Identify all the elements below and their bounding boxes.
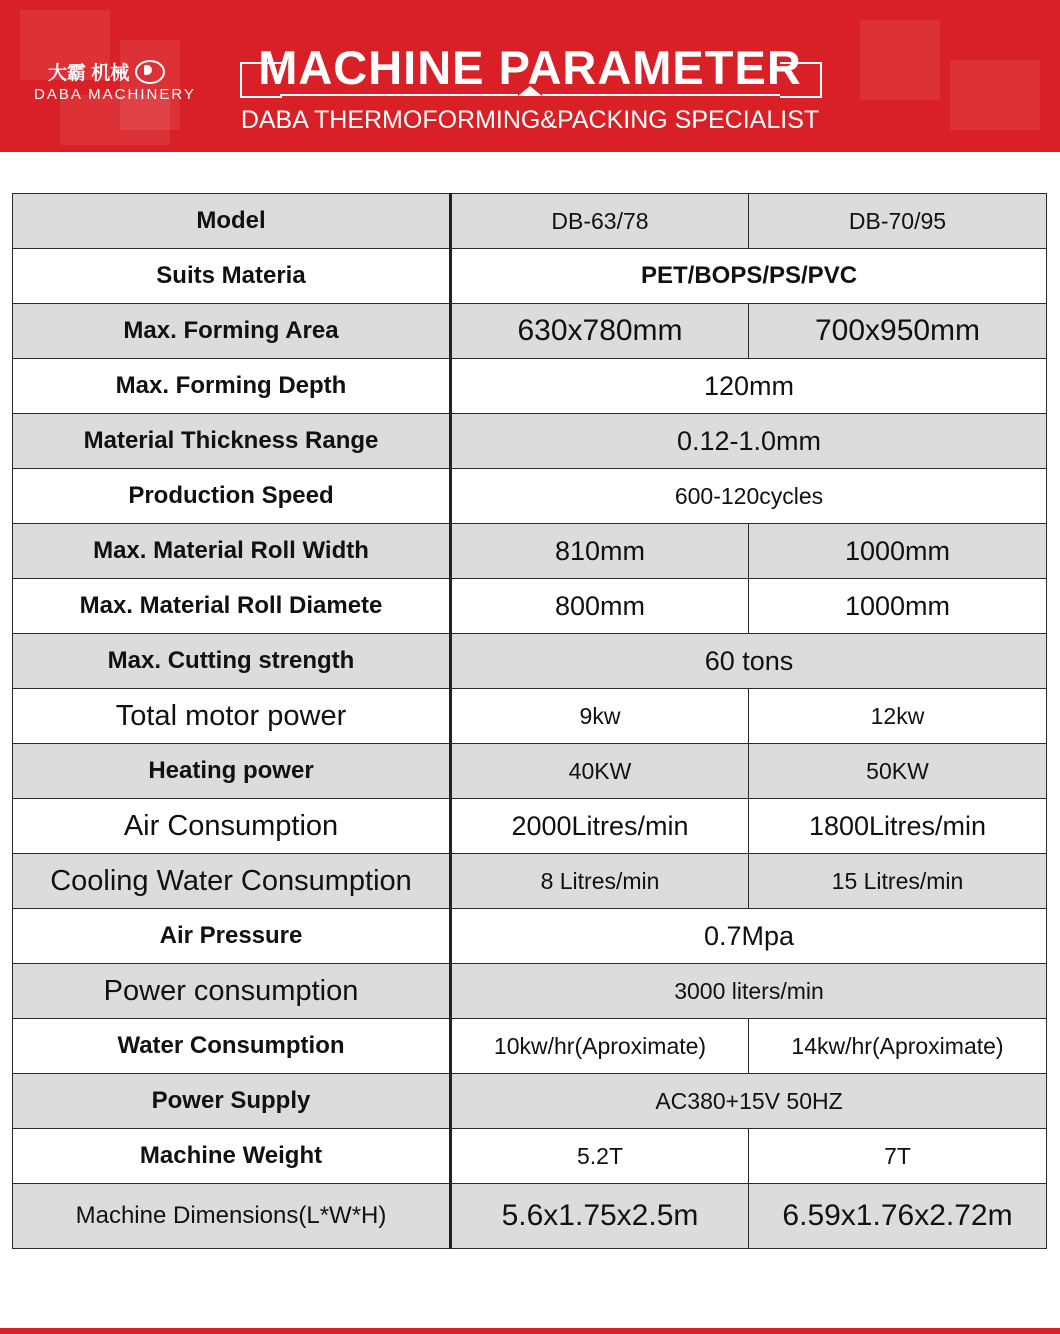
row-value: 3000 liters/min <box>451 964 1047 1019</box>
row-value: 800mm <box>451 579 749 634</box>
row-value: 7T <box>749 1129 1047 1184</box>
row-value: 12kw <box>749 689 1047 744</box>
table-row <box>13 799 1047 854</box>
row-label: Max. Forming Depth <box>13 359 451 414</box>
row-value: 700x950mm <box>749 304 1047 359</box>
row-value: 5.2T <box>451 1129 749 1184</box>
table-row <box>13 744 1047 799</box>
logo-cn-label: 大霸 机械 <box>48 63 130 84</box>
table-row <box>13 469 1047 524</box>
table-row <box>13 1129 1047 1184</box>
row-value: 120mm <box>451 359 1047 414</box>
logo-mark-icon <box>135 60 165 84</box>
row-value: PET/BOPS/PS/PVC <box>451 249 1047 304</box>
row-label: Power consumption <box>13 964 451 1019</box>
row-label: Max. Material Roll Width <box>13 524 451 579</box>
row-value: 60 tons <box>451 634 1047 689</box>
row-value: 0.7Mpa <box>451 909 1047 964</box>
row-value: 600-120cycles <box>451 469 1047 524</box>
row-label: Max. Forming Area <box>13 304 451 359</box>
row-value: 1000mm <box>749 579 1047 634</box>
logo-cn-text <box>48 58 165 85</box>
row-value: 8 Litres/min <box>451 854 749 909</box>
row-label: Production Speed <box>13 469 451 524</box>
header-banner <box>0 0 1060 152</box>
page-title: MACHINE PARAMETER <box>258 41 802 94</box>
row-value: 14kw/hr(Aproximate) <box>749 1019 1047 1074</box>
table-row <box>13 359 1047 414</box>
row-label: Max. Material Roll Diamete <box>13 579 451 634</box>
row-value: 9kw <box>451 689 749 744</box>
row-value: 10kw/hr(Aproximate) <box>451 1019 749 1074</box>
logo-en-text: DABA MACHINERY <box>34 86 196 103</box>
row-value: 1800Litres/min <box>749 799 1047 854</box>
row-value: 50KW <box>749 744 1047 799</box>
row-value: 40KW <box>451 744 749 799</box>
row-label: Air Consumption <box>13 799 451 854</box>
footer-accent-line <box>0 1328 1060 1334</box>
company-logo <box>30 58 205 108</box>
table-row <box>13 194 1047 249</box>
table-row <box>13 909 1047 964</box>
background-block <box>860 20 940 100</box>
table-row <box>13 1074 1047 1129</box>
row-label: Power Supply <box>13 1074 451 1129</box>
table-row <box>13 689 1047 744</box>
row-value: 0.12-1.0mm <box>451 414 1047 469</box>
table-row <box>13 524 1047 579</box>
page-subtitle: DABA THERMOFORMING&PACKING SPECIALIST <box>240 106 820 134</box>
row-label: Heating power <box>13 744 451 799</box>
row-label: Water Consumption <box>13 1019 451 1074</box>
parameter-table <box>12 193 1047 1249</box>
row-label: Model <box>13 194 451 249</box>
row-label: Max. Cutting strength <box>13 634 451 689</box>
table-row <box>13 249 1047 304</box>
row-label: Machine Dimensions(L*W*H) <box>13 1184 451 1249</box>
row-value: 1000mm <box>749 524 1047 579</box>
table-row <box>13 414 1047 469</box>
table-row <box>13 854 1047 909</box>
table-row <box>13 304 1047 359</box>
row-label: Material Thickness Range <box>13 414 451 469</box>
row-label: Machine Weight <box>13 1129 451 1184</box>
row-value: AC380+15V 50HZ <box>451 1074 1047 1129</box>
row-value: DB-70/95 <box>749 194 1047 249</box>
row-value: 5.6x1.75x2.5m <box>451 1184 749 1249</box>
row-label: Total motor power <box>13 689 451 744</box>
row-label: Cooling Water Consumption <box>13 854 451 909</box>
row-value: DB-63/78 <box>451 194 749 249</box>
row-value: 630x780mm <box>451 304 749 359</box>
table-row <box>13 964 1047 1019</box>
row-value: 810mm <box>451 524 749 579</box>
table-row <box>13 579 1047 634</box>
table-row <box>13 634 1047 689</box>
row-label: Suits Materia <box>13 249 451 304</box>
row-value: 6.59x1.76x2.72m <box>749 1184 1047 1249</box>
background-block <box>950 60 1040 130</box>
table-row <box>13 1184 1047 1249</box>
row-label: Air Pressure <box>13 909 451 964</box>
row-value: 2000Litres/min <box>451 799 749 854</box>
row-value: 15 Litres/min <box>749 854 1047 909</box>
table-row <box>13 1019 1047 1074</box>
